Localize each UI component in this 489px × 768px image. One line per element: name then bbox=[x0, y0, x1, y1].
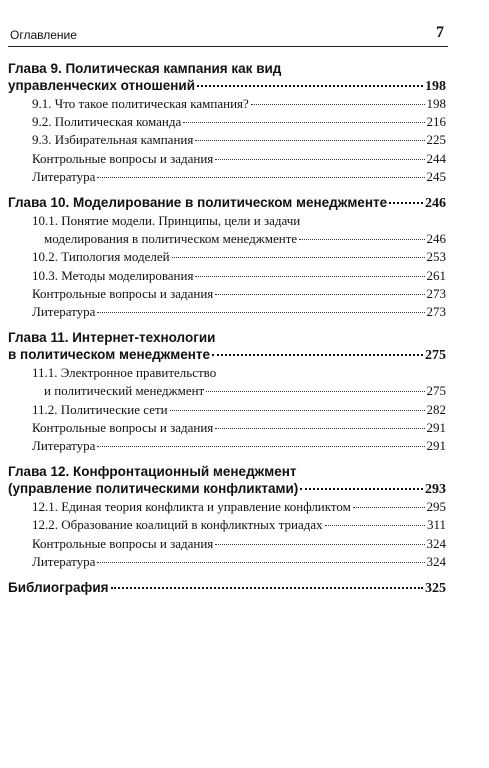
dot-leader bbox=[195, 276, 424, 277]
toc-entry bbox=[8, 267, 446, 285]
toc-entry-text: Литература bbox=[32, 168, 96, 184]
toc-entry-text: Литература bbox=[32, 438, 96, 454]
dot-leader bbox=[300, 488, 423, 490]
toc-chapter-page: 275 bbox=[425, 348, 446, 364]
toc-entry bbox=[8, 535, 446, 553]
toc-entry-text: 9.1. Что такое политическая кампания? bbox=[32, 96, 249, 111]
toc-entry bbox=[8, 553, 446, 571]
toc-entry-page: 324 bbox=[426, 535, 446, 551]
toc-chapter-title-text: в политическом менеджменте bbox=[8, 347, 211, 363]
toc-entry-line bbox=[8, 437, 446, 455]
running-header bbox=[8, 24, 448, 47]
dot-leader bbox=[170, 410, 425, 411]
toc-entry-page: 225 bbox=[426, 132, 446, 148]
toc-chapter-title-line bbox=[8, 346, 446, 364]
toc-entry-text: 11.2. Политические сети bbox=[32, 401, 168, 417]
toc-entry bbox=[8, 364, 446, 400]
toc-entry-line bbox=[8, 303, 446, 321]
page-number: 7 bbox=[436, 24, 444, 41]
toc-entry-page: 198 bbox=[426, 96, 446, 111]
dot-leader bbox=[215, 544, 424, 545]
toc-entry-text: Контрольные вопросы и задания bbox=[32, 535, 214, 551]
toc-entry bbox=[8, 150, 446, 168]
running-header-section: Оглавление bbox=[10, 28, 77, 42]
toc-entry-text: Контрольные вопросы и задания bbox=[32, 419, 214, 435]
toc-entry-line bbox=[8, 382, 446, 400]
toc-subentries bbox=[8, 212, 446, 321]
dot-leader bbox=[97, 177, 424, 178]
toc-chapter-heading bbox=[8, 329, 446, 364]
toc-entry bbox=[8, 401, 446, 419]
toc-entry-page: 324 bbox=[426, 553, 446, 569]
toc-entry-line bbox=[8, 285, 446, 303]
toc-entry-line bbox=[8, 401, 446, 419]
dot-leader bbox=[215, 294, 424, 295]
dot-leader bbox=[325, 525, 425, 526]
toc-entry bbox=[8, 131, 446, 149]
toc-entry-line bbox=[8, 553, 446, 571]
toc-entry bbox=[8, 248, 446, 266]
toc-entry-text: моделирования в политическом менеджменте bbox=[44, 231, 298, 247]
toc-entry bbox=[8, 516, 446, 534]
toc-entry-text: Контрольные вопросы и задания bbox=[32, 150, 214, 166]
toc-entry-page: 246 bbox=[426, 231, 446, 247]
toc-entry bbox=[8, 498, 446, 516]
dot-leader bbox=[183, 122, 424, 123]
toc-entry-page: 295 bbox=[426, 499, 446, 515]
toc-entry-line: 11.1. Электронное правительство bbox=[32, 365, 217, 381]
toc-entry-line bbox=[8, 168, 446, 186]
toc-entry-page: 216 bbox=[426, 114, 446, 130]
toc-entry-line bbox=[8, 113, 446, 131]
toc-entry-page: 261 bbox=[426, 267, 446, 283]
dot-leader bbox=[172, 257, 425, 258]
dot-leader bbox=[299, 239, 424, 240]
toc-entry-text: Литература bbox=[32, 304, 96, 320]
toc-entry-page: 273 bbox=[426, 285, 446, 301]
toc-entry-text: 10.3. Методы моделирования bbox=[32, 267, 194, 283]
toc-entry-text: 9.3. Избирательная кампания bbox=[32, 132, 194, 148]
toc-chapter-title-line: Глава 9. Политическая кампания как вид bbox=[8, 61, 282, 76]
toc-entry bbox=[8, 212, 446, 248]
table-of-contents bbox=[8, 60, 446, 597]
toc-entry-page: 275 bbox=[426, 383, 446, 399]
toc-entry-text: 9.2. Политическая команда bbox=[32, 114, 182, 130]
toc-chapter bbox=[8, 463, 446, 571]
toc-entry-text: и политический менеджмент bbox=[44, 383, 205, 399]
toc-chapter-title-line: Глава 11. Интернет-технологии bbox=[8, 330, 216, 346]
toc-entry-page: 291 bbox=[426, 419, 446, 435]
toc-subentries bbox=[8, 498, 446, 571]
dot-leader bbox=[97, 446, 424, 447]
toc-entry-page: 282 bbox=[426, 401, 446, 417]
dot-leader bbox=[251, 104, 425, 105]
toc-entry-line bbox=[8, 267, 446, 285]
dot-leader bbox=[195, 140, 424, 141]
toc-entry bbox=[8, 168, 446, 186]
toc-chapter-title-line bbox=[8, 480, 446, 498]
toc-entry-line bbox=[8, 498, 446, 516]
toc-entry bbox=[8, 303, 446, 321]
toc-entry bbox=[8, 95, 446, 113]
dot-leader bbox=[97, 312, 424, 313]
dot-leader bbox=[212, 354, 423, 356]
toc-entry-page: 244 bbox=[426, 150, 446, 166]
toc-chapter-title-text: (управление политическими конфликтами) bbox=[8, 481, 299, 497]
toc-chapter bbox=[8, 194, 446, 321]
toc-entry-page: 253 bbox=[426, 249, 446, 265]
dot-leader bbox=[215, 428, 424, 429]
toc-entry bbox=[8, 113, 446, 131]
toc-entry-text: 10.2. Типология моделей bbox=[32, 249, 170, 265]
toc-bibliography bbox=[8, 579, 446, 597]
toc-entry-line bbox=[8, 230, 446, 248]
toc-entry-text: 12.1. Единая теория конфликта и управление конфликтом bbox=[32, 499, 351, 515]
dot-leader bbox=[353, 507, 425, 508]
toc-chapter-title-line bbox=[8, 77, 446, 95]
toc-entry-text: 12.2. Образование коалиций в конфликтных триадах bbox=[32, 517, 323, 533]
toc-chapter-page: 198 bbox=[425, 79, 446, 94]
toc-chapter bbox=[8, 60, 446, 186]
toc-chapter-page: 293 bbox=[425, 482, 446, 498]
toc-entry-text: Литература bbox=[32, 553, 96, 569]
toc-chapter-title-line bbox=[8, 194, 446, 212]
toc-entry bbox=[8, 285, 446, 303]
toc-entry-page: 273 bbox=[426, 304, 446, 320]
dot-leader bbox=[389, 202, 423, 204]
dot-leader bbox=[97, 562, 424, 563]
toc-bibliography-title: Библиография bbox=[8, 580, 109, 596]
toc-bibliography-line bbox=[8, 579, 446, 597]
toc-entry-line bbox=[8, 535, 446, 553]
toc-chapter bbox=[8, 329, 446, 455]
toc-chapter-heading bbox=[8, 194, 446, 212]
toc-chapter-title-text: Глава 10. Моделирование в политическом менеджменте bbox=[8, 195, 388, 211]
dot-leader bbox=[215, 159, 424, 160]
toc-chapter-title-text: управленческих отношений bbox=[8, 78, 196, 93]
toc-subentries bbox=[8, 95, 446, 186]
toc-entry bbox=[8, 437, 446, 455]
toc-entry-line bbox=[8, 131, 446, 149]
dot-leader bbox=[111, 587, 424, 589]
toc-subentries bbox=[8, 364, 446, 455]
toc-entry-line bbox=[8, 419, 446, 437]
toc-entry-line bbox=[8, 516, 446, 534]
dot-leader bbox=[206, 391, 424, 392]
toc-chapter-heading bbox=[8, 463, 446, 498]
toc-entry-page: 245 bbox=[426, 168, 446, 184]
toc-bibliography-page: 325 bbox=[425, 581, 446, 597]
toc-entry-line: 10.1. Понятие модели. Принципы, цели и задачи bbox=[32, 213, 301, 229]
toc-entry-line bbox=[8, 248, 446, 266]
toc-chapter-page: 246 bbox=[425, 196, 446, 212]
toc-entry-line bbox=[8, 95, 446, 113]
toc-entry bbox=[8, 419, 446, 437]
toc-chapter-title-line: Глава 12. Конфронтационный менеджмент bbox=[8, 464, 297, 480]
toc-entry-line bbox=[8, 150, 446, 168]
dot-leader bbox=[197, 85, 423, 87]
toc-entry-page: 311 bbox=[426, 517, 446, 533]
toc-entry-page: 291 bbox=[426, 438, 446, 454]
toc-chapter-heading bbox=[8, 60, 446, 95]
toc-entry-text: Контрольные вопросы и задания bbox=[32, 285, 214, 301]
